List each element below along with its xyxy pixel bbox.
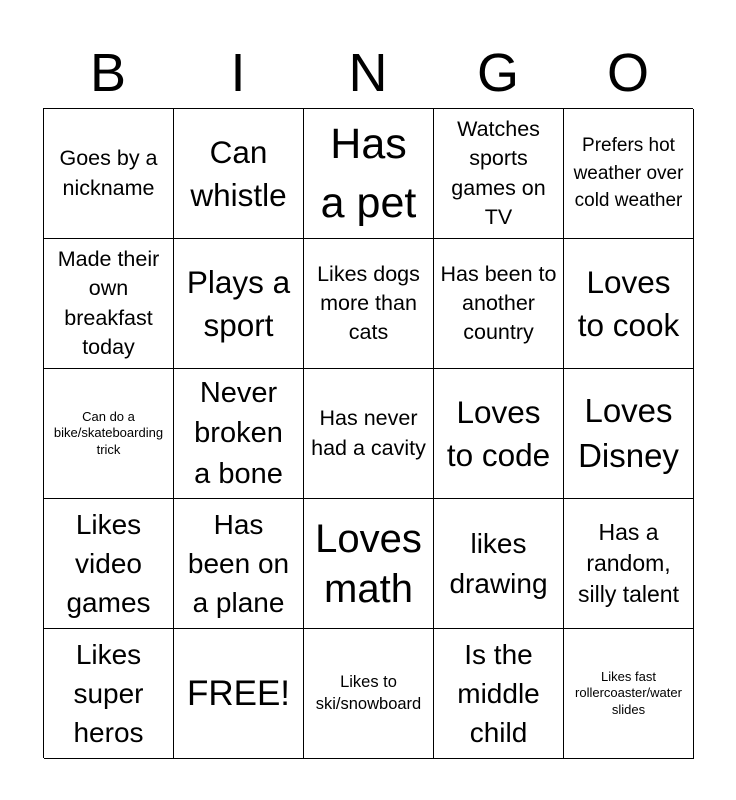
- cell-label: Likes video games: [66, 508, 151, 619]
- cell-label: Can do a bike/skateboarding trick: [53, 409, 164, 457]
- header-letter-g: G: [476, 43, 519, 103]
- bingo-cell-2-1[interactable]: [44, 239, 174, 369]
- bingo-cell-1-3[interactable]: [304, 109, 434, 239]
- header-letter-n: N: [348, 43, 388, 103]
- bingo-cell-4-1[interactable]: [44, 499, 174, 629]
- bingo-cell-5-1[interactable]: [44, 629, 174, 759]
- cell-label: Has been on a plane: [187, 508, 290, 619]
- cell-label: Likes to ski/snowboard: [315, 673, 422, 713]
- cell-label: Has been to another country: [440, 261, 557, 344]
- bingo-cell-4-3[interactable]: [304, 499, 434, 629]
- cell-label: Loves Disney: [578, 391, 679, 474]
- header-letter-b: B: [89, 43, 127, 103]
- bingo-grid: [43, 108, 693, 758]
- bingo-cell-1-2[interactable]: [174, 109, 304, 239]
- cell-label: Likes fast rollercoaster/water slides: [575, 669, 682, 717]
- cell-label: Loves to cook: [577, 263, 680, 343]
- bingo-cell-5-3[interactable]: [304, 629, 434, 759]
- bingo-cell-5-4[interactable]: [434, 629, 564, 759]
- free-space-cell[interactable]: [174, 629, 304, 759]
- bingo-cell-3-1[interactable]: [44, 369, 174, 499]
- free-space-label: FREE!: [186, 673, 291, 713]
- cell-label: Prefers hot weather over cold weather: [573, 135, 684, 212]
- cell-label: likes drawing: [449, 528, 548, 599]
- bingo-cell-4-4[interactable]: [434, 499, 564, 629]
- bingo-cell-2-5[interactable]: [564, 239, 694, 369]
- bingo-cell-4-2[interactable]: [174, 499, 304, 629]
- bingo-cell-1-4[interactable]: [434, 109, 564, 239]
- bingo-cell-3-5[interactable]: [564, 369, 694, 499]
- bingo-cell-5-5[interactable]: [564, 629, 694, 759]
- cell-label: Can whistle: [190, 133, 287, 213]
- bingo-cell-1-5[interactable]: [564, 109, 694, 239]
- bingo-cell-3-2[interactable]: [174, 369, 304, 499]
- bingo-cell-4-5[interactable]: [564, 499, 694, 629]
- cell-label: Likes dogs more than cats: [317, 261, 420, 344]
- bingo-cell-2-4[interactable]: [434, 239, 564, 369]
- cell-label: Has a random, silly talent: [578, 518, 679, 608]
- header-letter-i: I: [230, 43, 246, 103]
- cell-label: Likes super heros: [73, 638, 144, 749]
- cell-label: Made their own breakfast today: [57, 247, 160, 359]
- cell-label: Plays a sport: [186, 263, 291, 343]
- bingo-cell-2-3[interactable]: [304, 239, 434, 369]
- cell-label: Goes by a nickname: [59, 146, 158, 200]
- cell-label: Loves math: [315, 516, 422, 611]
- bingo-cell-1-1[interactable]: [44, 109, 174, 239]
- cell-label: Loves to code: [446, 393, 551, 473]
- bingo-cell-2-2[interactable]: [174, 239, 304, 369]
- cell-label: Watches sports games on TV: [451, 117, 546, 229]
- cell-label: Never broken a bone: [194, 376, 283, 490]
- header-letter-o: O: [606, 43, 649, 103]
- bingo-header: [43, 38, 693, 108]
- cell-label: Has a pet: [320, 120, 417, 227]
- bingo-cell-3-3[interactable]: [304, 369, 434, 499]
- cell-label: Is the middle child: [457, 638, 540, 749]
- cell-label: Has never had a cavity: [311, 406, 426, 460]
- bingo-cell-3-4[interactable]: [434, 369, 564, 499]
